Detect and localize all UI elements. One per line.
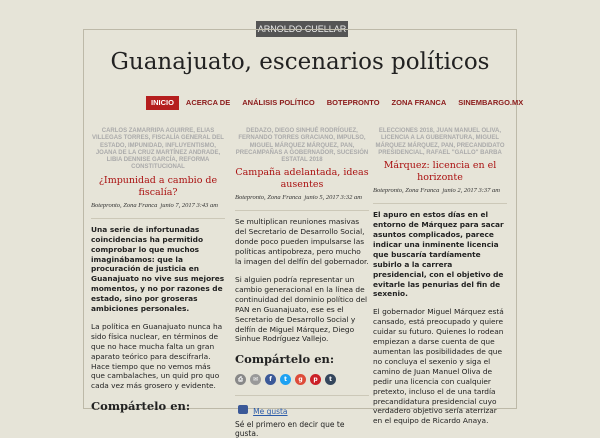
byline-date[interactable]: junio 7, 2017 3:43 am — [160, 201, 218, 209]
post-paragraph: El apuro en estos días en el entorno de Márquez para sacar asuntos complicados, parece indicar una inminente licencia que buscaría tardíamente subirlo a la carrera presidencial, con el objetivo de evitarle las penurias del fin de sexenio. — [373, 210, 504, 299]
nav-item-acerca[interactable]: ACERCA DE — [185, 98, 231, 107]
post-paragraph: El gobernador Miguel Márquez está cansado, está preocupado y quiere cuidar su futuro. Quienes lo rodean empiezan a darse cuenta de que aumentan las posibilidades de que no concluya el sexenio y siga el camino de Juan Manuel Oliva de pedir una licencia con cualquier pretexto, incluso el de una tardía precandidatura presidencial cuyo verdadero objetivo sería aterrizar en el equipo de Ricardo Anaya. — [373, 307, 504, 426]
nav-item-analisis[interactable]: ANÁLISIS POLÍTICO — [242, 98, 315, 107]
pinterest-icon[interactable]: p — [310, 374, 321, 385]
post-byline — [235, 194, 369, 202]
email-icon[interactable]: ✉ — [250, 374, 261, 385]
post-3 — [373, 128, 507, 434]
google-plus-icon[interactable]: g — [295, 374, 306, 385]
post-2 — [235, 128, 369, 438]
divider — [235, 210, 369, 211]
byline-categories[interactable]: Botepronto, Zona Franca — [235, 194, 302, 202]
post-title[interactable]: Márquez: licencia en el horizonte — [383, 160, 497, 184]
like-text: Sé el primero en decir que te gusta. — [235, 420, 345, 438]
post-categories[interactable]: DEDAZO, DIEGO SINHUÉ RODRÍGUEZ, FERNANDO TORRES GRACIANO, IMPULSO, MIGUEL MÁRQUEZ MÁRQUEZ, PAN, PRECAMPAÑAS A GOBERNADOR, SUCESIÓN ESTATAL 2018 — [235, 128, 369, 164]
post-paragraph: Una serie de infortunadas coincidencias ha permitido comprobar lo que muchos imaginábamos: que la procuración de justicia en Guanajuato no vive sus mejores momentos, y no por razones de estado, sino por groseras ambiciones personales. — [91, 224, 225, 314]
share-title: Compártelo en: — [91, 399, 191, 414]
facebook-icon[interactable]: f — [265, 374, 276, 385]
tumblr-icon[interactable]: t — [325, 374, 336, 385]
nav-item-zona-franca[interactable]: ZONA FRANCA — [391, 98, 447, 107]
byline-categories[interactable]: Botepronto, Zona Franca — [91, 201, 158, 209]
post-paragraph: Si alguien podría representar un cambio generacional en la línea de continuidad del dominio político del PAN en Guanajuato, ese es el Secretario de Desarrollo Social y delfín de Miguel Márquez, Diego Sinhue Rodríguez Vallejo. — [235, 275, 368, 344]
like-box — [235, 395, 369, 438]
twitter-icon[interactable]: t — [280, 374, 291, 385]
site-title[interactable]: Guanajuato, escenarios políticos — [110, 49, 490, 75]
byline-categories[interactable]: Botepronto, Zona Franca — [373, 187, 440, 195]
byline-date[interactable]: junio 2, 2017 3:37 am — [442, 187, 500, 195]
post-categories[interactable]: ELECCIONES 2018, JUAN MANUEL OLIVA, LICENCIA A LA GUBERNATURA, MIGUEL MÁRQUEZ MÁRQUEZ, PAN, PRECANDIDATO PRESIDENCIAL, RAFAEL "GALLO" BARBA — [375, 128, 505, 156]
post-title[interactable]: ¿Impunidad a cambio de fiscalía? — [98, 174, 218, 198]
post-categories[interactable]: CARLOS ZAMARRIPA AGUIRRE, ELIAS VILLEGAS TORRES, FISCALÍA GENERAL DEL ESTADO, IMPUNIDAD, INFLUYENTISMO, JOANA DE LA CRUZ MARTÍNEZ ANDRADE, LIBIA DENNISE GARCÍA, REFORMA CONSTITUCIONAL — [92, 128, 224, 171]
nav-item-botepronto[interactable]: BOTEPRONTO — [326, 98, 380, 107]
share-buttons — [235, 374, 369, 385]
print-icon[interactable]: ⎙ — [235, 374, 246, 385]
post-byline — [91, 202, 225, 210]
nav-item-sinembargo[interactable]: SINEMBARGO.MX — [458, 98, 524, 107]
nav-item-inicio[interactable]: INICIO — [146, 96, 179, 110]
divider — [373, 203, 507, 204]
post-title[interactable]: Campaña adelantada, ideas ausentes — [235, 167, 369, 191]
like-button-icon[interactable] — [238, 405, 248, 414]
divider — [91, 218, 225, 219]
share-title: Compártelo en: — [235, 352, 335, 367]
like-link[interactable]: Me gusta — [253, 407, 288, 417]
byline-date[interactable]: junio 5, 2017 3:32 am — [304, 194, 362, 202]
post-1 — [91, 128, 225, 413]
post-byline — [373, 187, 507, 195]
post-paragraph: Se multiplican reuniones masivas del Secretario de Desarrollo Social, donde poco pueden impulsarse las políticas antipobreza, pero mucho la imagen del delfín del gobernador. — [235, 217, 369, 267]
main-nav — [146, 96, 528, 110]
post-paragraph: La política en Guanajuato nunca ha sido física nuclear, en términos de que no hace mucha falta un gran aparato teórico para descifrarla. Hace tiempo que no vemos más que cambalaches, un quid pro quo cada vez más grosero y evidente. — [91, 321, 223, 391]
author-tab[interactable]: ARNOLDO CUELLAR — [256, 21, 348, 37]
